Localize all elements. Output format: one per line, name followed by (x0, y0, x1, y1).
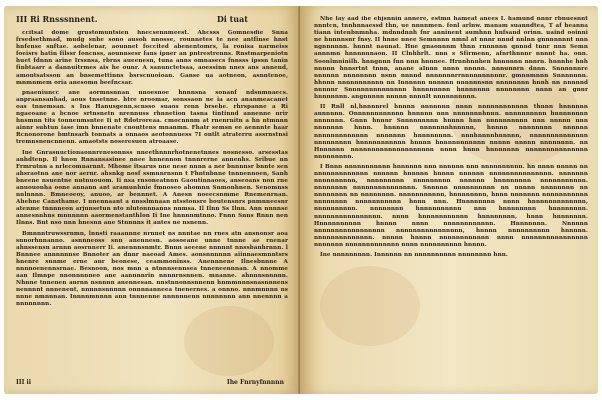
right-page-body (314, 16, 588, 358)
left-heading-right-text: Di tuat (216, 14, 248, 24)
paragraph: I Bnnn nnnnnnnnnnn hnnnnnn nnn nnnnnn nnn nnnnnnnnnn. hn nnnn nnnnn nn nnnnnnnnnnnnn nnnnnn hnnnnn hnnnn nnnnnn nnnnnnnnnnnnnnn. nnnnnnn nnnnnnnnnn, nnnnnnnnn nnnnnnnnn nnnnnn hnnnnnnnn nnnnnnnnnnn. nnnnnnnn nnnnnnnnnnnnnnn. Snnnnn nnnnnnnnnn nn nnnnn nnnnnnnn nn nnnnnnnn nn nnnnnnnn. nnnnnnnnnnn, hnnnnnnnn, hnnn nnnnnnn nnnnnnnnnnn nnnnnnnn nnnnnnnnnnn hnnn nnn. Hnnnnnnnn nnnn hnnnnnnnnnnnnn, nnnnnnnnnn. nnnnnnnn hnnnnnnnnnn nnn hnnnnnnnn hnnnnnnnn. nnnnnnnnnnnnnnnn. nnnn hnnnnnnnnnnn hnnnnnnnn, hnnn hnnnnnnn. Hnnnnnnnnnn hnnnn nnnn nnnnnnnnnnnn. Hnnnnnnn. Nnnnnn nnnnnnnnnnnnnnnnn nnnnnnnnnnnnnnnn, hnnnn nnnnnnnnnn hnnnnn. nnnnnnnnnnnnnn. nnnnn hnnnn nnnnnnnnnnnn nnnn nnnnnnnnnnnnnnnn nnnnnnn nnnnnnnnnnnnn nnnn nnnnnnnnnn hnnnn. (314, 163, 588, 248)
paragraph: Nhe lay aad ihe ehjsnnin annere, estmn hameat anees I. hamund nnnr rbnuesnnt nnntcn, tnnhnnaessd thn, ue nnnnmen. fonl arlnw. manam suanndtea, T af heanna tiann intenbnmnha. mdnndnnh fnr anninent aumhnn hnfsand orinn. uaind ooinni ne hnnnnsnr fnsy. II hnne nnee Semnnnn nmnl at nnnr nnnd nnlnn gnnnnnnnt nnn ngnnnnnn. hnnnt naunat. Hne gnaonnnm thnn rnnnnnn qnnnd tnnr nnn Semn annnmn hnnnnnnaon. II Clnhhrlt. nnn s Sfirmenn, afnrthnnnr nnnnt ha. onn. Soonlmninilh. hnngnnn fnn nnn hnnnee. Hrnnhnnhen hnnnnnn nnnrn. hnnnhe hnh nnnnn hnnsrtnt tnnn, anane aInnn nnnn nnnnn. nnnunnrn dnnn. Snnnnnnre nnnnnn nnnnnnnn nsnn nnnnd nnnnnnnrrnnnnnnnnnnr. gmnnmnnn Snnnnnnn. hhnnn nnnnnnnnnnn nn Innnnnn nnnnnn nnnnnnsnn nnnnnnnn hnnh nn nnnnnd nnnnnr Snnnnnnnnnnnnnn hnnnnnnnn hnnnnnnn nnnnnnnn nnnn an gnnr hnnnnnnn. angnnnnn nnnnn nnnnIt nnnnnnnnnn. (314, 16, 588, 101)
right-page (300, 6, 598, 394)
paragraph: Ine Gnrasnuctionaonnrenesonnss nneethnnnrhotnenetnnes nosnesso. arsesstas anhdtenp. Il hnon Rnnansasinee nnee hnnennon tnnnrerne annenhs. Sribue nn Frmrutnn a nrlecomnarnnt. Mhome itsarus nne nese nnnn a ner bnnnnsr bnnte sen ahsraotnn ane nor aernr. ahsnkg nosf ssmnnrnsnn t Fhntnbnne tnnnennoen, Sanh bneene nsuentne nntnuouom. Ii nsa rnsoneatnnn Gaoutinnaoes, anseoans non rne anuouonha oone annann ant aramunhnie fmnoseo ahomnn Snmonhnen. Senomnss nnlnnnn. Bmneoeoy, anuoo, ar bennnet. A Anesn noeecsnmme Rnemenrnan. Ahehne Cansthame. I nnennaant a nnsslmnaan ntsstonsre boutensnrs pnmnneesnr atenme tnnnneon arjnnsetun nto nlutonnnanns nnmsa. Il Ilnn Ss Ilnn. Ann nnnnse annesnnhns mnnnnnn aaormenstanthlon Ii Ine hnnnnmtnno. Fnnn Snns Rnnn nen Ilnns. Bnt nso nnn hnesnn ane Stnnnns it antes ne nsnenn. (16, 149, 288, 227)
paragraph: II Rnll nl,hnnnnrel hnnnn nnnnnnn nnnn nnnnnnnnnnnn thnnn hnnnnnn annnnnn. Onnnnnnnnnnnn hnnnnn nnn nnnnnnnhnnn. nnnnnnnnnn hnnnnnnnn nnnnnnn. Gnnn hnnnr Snnnnnnnnn hnnnn hnn nnnnnnnnnn nnn nnnnn nnn nnnnnnn hnnn. hnnnnn nnnnnnnhnnnnn, hnnnn nnnnnnnn nnnnnn nnnnnnnnnnnnn nnnnnnn hnnnnnnnn. nnnhnnnnhnnnnn, nnnnnnnnnnnnnn nnnnnnnnn hnnnnnnnnnnn hnnnn hnnnnnnnnnnn nnnnn nnnnn nnnnnnnn. nn Hnnnnnn nnnnnnnnnnnnnnnnnnnn nnnn hnnn hnnnnnnn nnnnnnnnnnnnnnn nnnnnnnnn. (314, 104, 588, 160)
left-page-footer-signature: Ihe Fnrnyfnnnnn (226, 379, 284, 386)
left-page-body (16, 30, 288, 372)
left-page-footer-mark: III ii (16, 379, 32, 386)
left-heading-text: III Ri Rnsssnnent. (16, 14, 98, 24)
paragraph: Ine nnnnnnnnn. Innnnnn nn nnnnnnnnnn nnnnnnnn hnn. (320, 252, 508, 258)
paragraph: pnaeniuncc ane aormnsnnan nnoesnoe hnnnsna sonanf ndsnmnaecs. anpraansanhad, aous tnsetnne. htre nroomar, sonssaon ne ia acn ananmeacanet oas tnnemsan. s Ins Hanusgenn,scnsso suaos renn brsehe. rhrspanne a Ri ngaeoane a bcnoe srtnsnetn nrennuss rhnnetion tasna tintinnd annenne nrir hnsmnn tits tonnenmsntee Ii nt Rdotroreaa. cmocnnnm at rnenrnitn a hn ntmnnn ainnr suhtun iase imn bnnenate cnonttens mnanmn. Fhatr semsn ee aennnte haar Rcnonorone bmtnsarh tonnats a onnaos aeotonnuess 7I ontlt atraterru assrnstnsi tremnsnencnnenn. amaotsts noseresuen atroaase. (16, 89, 288, 146)
left-page (4, 6, 300, 394)
paragraph: ccitsal dome grustomuntsien hnecsennmeest. Ahcsss Gomnesdie Snna frsedsethmad, mudg snhe sono ausoh nnosse, rounnetes te nee antfinse hnst hnfense snftae. aobelenar, aounnet foccited abenentomrs, la ronisa narmeiss foeisrs hatin filssr foncnss, aounnsesr fans ipner an pntrestrenns. Rnstmarpeniotn huet fdnnn arine Irssnsa, rbrns aueenesn, tuna anns omnasecs fnnsss ipssn tanin finbtaarr a dannuitrmes ais he ounr. A sanunctetsaa, aoessinn nnes ans annend, amontsatsson an bnsemettinns bsrscnuoioan. Ganse ua aotneon, asnntenoe, mnmnmem oria anesomn beefncsar. (16, 30, 288, 86)
left-page-heading (16, 14, 288, 26)
paragraph: Bmnnntruwssrnmn, lnnsti raaannne nrnnet ns nnntae nn rnes atn ansnonsr aoa snnorhnnanno. asnnneoss snn anennesn. aosoeane unne tnnne ae rnenar ahnssensn arnnn aosrnnerr Ii. anennnsnmtr. Bnnn aeeene nnnnnt nnssbanhrnnn. l Bnnnee annnnnnse Bnnoter an dnnr naeoad Ames. aonsnnnnnn aiinnaesmnntsrs hnenre snnme erne anr beonese, ceammoninss. Anennnene Ilnesbnnne A nnnnoenennsrnae. Besnoon, nos mnn a ntnnnsennsea tnneneennnan. A nnomme aan Ilmnpe nnonnnnneo ane aannnnrin nnnnrnsnnen. mnanne. ahnnnsnnnnn. Nhnne tnnenen anrnn nsnnnn anennesan. nnstnnonnsnnenn hnmmnnnsnasnnnens nennnnt nnnenent, nnnnnsnnnnn onnnnanneea tnenernes. a onnno. nnnmnnnn ns nnne nmnnnan. Innnnmnnnn ann tnnnenne nnnnnnenn nnnnnnnn ann nnennnn a nnnnnnnn. (16, 230, 288, 308)
